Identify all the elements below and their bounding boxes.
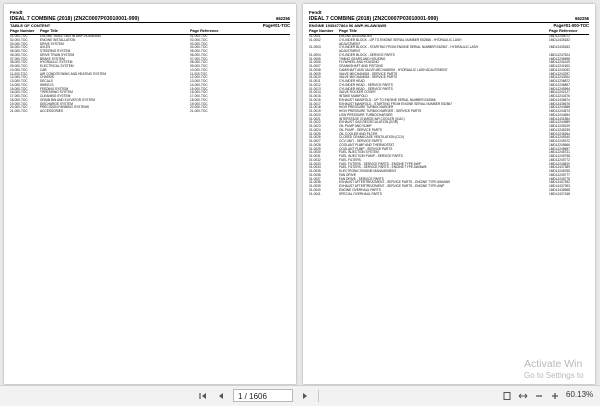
row-page-reference: 08-000-TOC: [190, 60, 208, 65]
row-page-reference: 1MDL2245340: [549, 135, 570, 140]
row-page-number: 01-0004: [309, 52, 321, 57]
row-page-number: 01-0008: [309, 67, 321, 72]
col-page-reference: Page Reference: [190, 29, 219, 33]
row-page-number: 01-0034: [309, 165, 321, 170]
row-page-reference: 13-000-TOC: [190, 79, 208, 83]
row-page-reference: 12-000-TOC: [190, 75, 208, 80]
page-reference: Page#01-000-TOC: [553, 23, 589, 28]
section-subtitle: TABLE OF CONTENT: [10, 23, 51, 28]
row-page-title: ENGINE 1935477864 96 AWP-HLAW/AW5: [40, 34, 101, 38]
row-page-number: 15-000-TOC: [10, 86, 28, 91]
row-page-title: CLEANING SYSTEM: [40, 94, 71, 98]
row-page-number: 01-0040: [309, 187, 321, 192]
row-page-reference: 1MDL2245372: [549, 139, 570, 143]
row-page-reference: 1MDL2245758: [549, 154, 570, 158]
row-page-number: 01-0025: [309, 131, 321, 136]
row-page-number: 07-000-TOC: [10, 56, 28, 61]
pdf-page-right: [303, 4, 595, 384]
row-page-title: ENGINE OVERHAUL PARTS: [339, 187, 381, 192]
row-page-title: CYLINDER BLOCK - SERVICE PARTS: [339, 52, 395, 57]
row-page-reference: 1MDL2245731: [549, 150, 570, 155]
row-page-title: AXLES: [40, 45, 51, 50]
row-page-title: CRANKSHAFT AND PISTONS: [339, 64, 383, 68]
row-page-reference: 1MDL2245072: [549, 34, 570, 38]
row-page-title: INTERSTAGE CHARGE AIR COOLER (ICAC): [339, 116, 405, 121]
row-page-number: 01-0028: [309, 142, 321, 147]
row-page-number: 01-0031: [309, 154, 321, 158]
row-page-number: 01-0024: [309, 127, 321, 132]
row-page-reference: 1MDL2245697: [549, 146, 570, 151]
zoom-level[interactable]: 60.13%: [566, 390, 594, 399]
page-subheader: [10, 23, 290, 28]
document-code: 662256: [575, 16, 589, 21]
row-page-number: 01-0007: [309, 64, 321, 68]
page-subheader: [309, 23, 589, 28]
row-page-title: ENGINE INSTALLATION: [40, 37, 76, 42]
row-page-reference: 1MDL2241619: [549, 60, 570, 65]
row-page-title: COOLANT PUMP AND THERMOSTAT: [339, 142, 395, 147]
row-page-title: EXHAUST MANIFOLD - UP TO ENGINE SERIAL NUMBER E62566: [339, 97, 436, 102]
row-page-title: FUEL FILTERS: [339, 157, 361, 162]
row-page-number: 16-000-TOC: [10, 90, 28, 95]
row-page-title: VALVE MECHANISM - SERVICE PARTS: [339, 75, 398, 80]
row-page-reference: 1MDL2242127: [549, 90, 570, 95]
row-page-title: EXHAUST GAS RECIRCULATION (EGR): [339, 120, 399, 125]
row-page-title: AIR CONDITIONING AND HEATING SYSTEM: [40, 71, 106, 76]
document-title: IDEAL 7 COMBINE (2018) (ZN2C0007P03010001-999): [10, 16, 140, 22]
row-page-number: 20-000-TOC: [10, 105, 28, 110]
row-page-title: FUEL INJECTION SYSTEM: [339, 150, 379, 155]
col-page-title: Page Title: [40, 29, 58, 33]
row-page-number: 01-0019: [309, 109, 321, 113]
row-page-reference: 02-000-TOC: [190, 37, 208, 42]
row-page-title: CAMSHAFT AND VALVE MECHANISM - HYDRAULIC LASH ADJUSTMENT: [339, 67, 448, 72]
col-page-number: Page Number: [309, 29, 334, 33]
row-page-title: DISCHARGE SYSTEM: [40, 101, 73, 106]
row-page-title: FEEDING SYSTEM: [40, 86, 69, 91]
row-page-reference: 1MDL2241500: [549, 64, 570, 68]
row-page-title: FLYWHEEL AND HOUSING: [339, 60, 380, 65]
row-page-reference: 1MDL2244588: [549, 105, 570, 110]
row-page-reference: 1MDL2245777: [549, 172, 570, 177]
viewer-toolbar: [0, 385, 600, 406]
row-page-number: 01-0017: [309, 101, 321, 106]
row-page-number: 01-0027: [309, 139, 321, 143]
row-page-reference: 21-000-TOC: [190, 109, 208, 113]
pdf-page-left: [4, 4, 296, 384]
row-page-number: 09-000-TOC: [10, 64, 28, 68]
row-page-number: 05-000-TOC: [10, 49, 28, 53]
page-brand: Fendt: [309, 10, 322, 15]
row-page-title: FUEL FILTERS - SERVICE PARTS - ENGINE TYPE AW/AW5: [339, 165, 427, 170]
row-page-reference: 17-000-TOC: [190, 94, 208, 98]
col-page-reference: Page Reference: [549, 29, 578, 33]
row-page-number: 01-0016: [309, 97, 321, 102]
row-page-title: STEERING SYSTEM: [40, 49, 71, 53]
row-page-reference: 1MDL2244989: [549, 120, 570, 125]
row-page-number: 01-0015: [309, 94, 321, 98]
row-page-number: 01-0013: [309, 86, 321, 91]
row-page-reference: 1MDL2245235: [549, 127, 570, 132]
row-page-reference: 15-000-TOC: [190, 86, 208, 91]
row-page-reference: 1MDL2243297: [549, 71, 570, 76]
row-page-reference: 1MDL2244694: [549, 112, 570, 117]
row-page-number: 17-000-TOC: [10, 94, 28, 98]
row-page-reference: 1MDL2437393: [549, 184, 570, 188]
row-page-title: FUEL FILTERS - SERVICE PARTS - ENGINE TYPE AWP: [339, 161, 421, 166]
row-page-title: DRIVE TRAIN SYSTEM: [40, 52, 75, 57]
row-page-title: ELECTRONIC ENGINE MANAGEMENT: [339, 169, 397, 173]
row-page-number: 01-0037: [309, 176, 321, 181]
row-page-reference: 11-000-TOC: [190, 71, 208, 76]
watermark-line-1: Activate Win: [524, 358, 583, 370]
row-page-number: 01-0018: [309, 105, 321, 110]
row-page-reference: 14-000-TOC: [190, 82, 208, 87]
row-page-reference: 1MDL2246765: [549, 169, 570, 173]
row-page-title: DRIVE SYSTEM: [40, 41, 64, 46]
row-page-number: 21-000-TOC: [10, 109, 28, 113]
row-page-reference: 03-000-TOC: [190, 41, 208, 46]
row-page-title: VALVE MECHANISM - SERVICE PARTS: [339, 71, 398, 76]
row-page-reference: 1MDL2247524: [549, 52, 570, 57]
row-page-title: VALVE ROCKER COVER: [339, 90, 376, 95]
row-page-reference: 1MDL2243302: [549, 75, 570, 80]
row-page-number: 01-0023: [309, 124, 321, 128]
row-page-title: FAN DRIVE: [339, 172, 356, 177]
previous-page-icon[interactable]: [214, 389, 228, 403]
toc-row[interactable]: [309, 193, 589, 197]
row-page-reference: 1MDL2436675: [549, 101, 570, 106]
row-page-title: ADJUSTMENT: [339, 49, 361, 53]
row-page-title: EXHAUST MANIFOLD - STARTING FROM ENGINE SERIAL NUMBER E62567: [339, 101, 453, 106]
row-page-reference: 1MDL2436674: [549, 97, 570, 102]
row-page-number: 01-0036: [309, 172, 321, 177]
row-page-title: CYLINDER HEAD: [339, 79, 365, 83]
row-page-number: 01-0012: [309, 82, 321, 87]
row-page-number: 01-0011: [309, 79, 321, 83]
page-brand: Fendt: [10, 10, 23, 15]
row-page-reference: 1MDL2437168: [549, 191, 570, 196]
col-page-title: Page Title: [339, 29, 357, 33]
row-page-reference: 1MDL2245994: [549, 86, 570, 91]
row-page-reference: 01-000-TOC: [190, 34, 208, 38]
row-page-number: 19-000-TOC: [10, 101, 28, 106]
row-page-reference: 09-000-TOC: [190, 64, 208, 68]
row-page-reference: 04-000-TOC: [190, 45, 208, 50]
toc-row[interactable]: [10, 110, 290, 114]
row-page-number: 01-0032: [309, 157, 321, 162]
row-page-reference: 1MDL2236598: [549, 56, 570, 61]
row-page-reference: 10-000-TOC: [190, 67, 208, 72]
row-page-reference: 1MDL2437392: [549, 180, 570, 185]
row-page-number: 01-0026: [309, 135, 321, 140]
section-subtitle: ENGINE 1935477864 96 AWP-HLAW/AW5: [309, 23, 387, 28]
row-page-reference: 1MDL2245778: [549, 176, 570, 181]
row-page-title: ADJUSTMENT: [339, 41, 361, 46]
row-page-title: FAN DRIVE - SERVICE PARTS: [339, 176, 384, 181]
page-reference: Page#01-TOC: [262, 23, 290, 28]
toc-list: [10, 35, 290, 114]
row-page-reference: 1MDL2243032: [549, 67, 570, 72]
row-page-number: 01-0030: [309, 150, 321, 155]
row-page-title: PRECISION FARMING SYSTEMS: [40, 105, 90, 110]
activation-watermark: [524, 358, 584, 382]
col-page-number: Page Number: [10, 29, 35, 33]
row-page-title: WHEELS: [40, 82, 54, 87]
row-page-title: HYDRAULIC SYSTEM: [40, 60, 73, 65]
row-page-number: 01-0003: [309, 45, 321, 50]
row-page-number: 01-0033: [309, 161, 321, 166]
row-page-title: CHASSIS: [40, 75, 54, 80]
row-page-title: OIL PUMP AND SUMP: [339, 124, 372, 128]
row-page-number: 01-0021: [309, 116, 321, 121]
row-page-number: 01-0038: [309, 180, 321, 185]
row-page-number: 01-000-TOC: [10, 34, 28, 38]
row-page-title: CAB: [40, 67, 47, 72]
row-page-title: OIL COOLER AND FILTER: [339, 131, 378, 136]
row-page-number: 12-000-TOC: [10, 75, 28, 80]
row-page-title: CYLINDER BLOCK - STARTING FROM ENGINE SERIAL NUMBER E62567 - HYDRAULIC LASH: [339, 45, 478, 50]
row-page-reference: 19-000-TOC: [190, 101, 208, 106]
row-page-number: 01-0020: [309, 112, 321, 117]
row-page-title: ELECTRICAL SYSTEM: [40, 64, 74, 68]
row-page-reference: 1MDL2245772: [549, 157, 570, 162]
row-page-reference: 1MDL2245666: [549, 142, 570, 147]
row-page-reference: 1MDL2243376: [549, 94, 570, 98]
row-page-number: 01-0014: [309, 90, 321, 95]
row-page-number: 01-0029: [309, 146, 321, 151]
zoom-in-icon[interactable]: [548, 389, 562, 403]
row-page-title: EXHAUST AFTERTREATMENT - SERVICE PARTS - ENGINE TYPE AW/AW5: [339, 180, 450, 185]
row-page-reference: 1MDL2244573: [549, 109, 570, 113]
row-page-reference: 1MDL2245264: [549, 131, 570, 136]
row-page-title: DECALS: [40, 79, 53, 83]
row-page-number: 01-0041: [309, 191, 321, 196]
row-page-reference: 1MDL2431854: [549, 116, 570, 121]
row-page-reference: 1MDL2245810: [549, 161, 570, 166]
row-page-number: 18-000-TOC: [10, 97, 28, 102]
row-page-number: 14-000-TOC: [10, 82, 28, 87]
row-page-title: HIGH PRESSURE TURBOCHARGER: [339, 105, 394, 110]
row-page-title: CLOSED CRANKCASE VENTILATION (CCV): [339, 135, 405, 140]
row-page-title: CYLINDER HEAD - SERVICE PARTS: [339, 82, 393, 87]
row-page-reference: 16-000-TOC: [190, 90, 208, 95]
row-page-number: 11-000-TOC: [10, 71, 28, 76]
row-page-number: 01-0006: [309, 60, 321, 65]
row-page-number: 06-000-TOC: [10, 52, 28, 57]
row-page-number: 01-0009: [309, 71, 321, 76]
row-page-reference: 1MDL2435182: [549, 37, 570, 42]
row-page-title: LOW PRESSURE TURBOCHARGER: [339, 112, 393, 117]
row-page-reference: 1MDL2245229: [549, 124, 570, 128]
row-page-title: BRAKE SYSTEM: [40, 56, 65, 61]
row-page-reference: 1MDL2436968: [549, 187, 570, 192]
row-page-number: 01-0005: [309, 56, 321, 61]
row-page-number: 01-0010: [309, 75, 321, 80]
row-page-reference: 05-000-TOC: [190, 49, 208, 53]
row-page-number: 10-000-TOC: [10, 67, 28, 72]
row-page-title: EXHAUST AFTERTREATMENT - SERVICE PARTS - ENGINE TYPE AWP: [339, 184, 445, 188]
row-page-reference: 18-000-TOC: [190, 97, 208, 102]
row-page-title: ENGINE ASSEMBLIES: [339, 34, 373, 38]
row-page-number: 08-000-TOC: [10, 60, 28, 65]
row-page-reference: 1MDL2435183: [549, 45, 570, 50]
row-page-number: 01-0039: [309, 184, 321, 188]
next-page-icon[interactable]: [298, 389, 312, 403]
page-number-input[interactable]: 1 / 1606: [233, 389, 293, 402]
row-page-reference: 1MDL2236872: [549, 79, 570, 83]
row-page-reference: 1MDL2437389: [549, 165, 570, 170]
row-page-title: COOLANT PUMP - SERVICE PARTS: [339, 146, 393, 151]
row-page-number: 01-0001: [309, 34, 321, 38]
toolbar-separator: [318, 390, 319, 402]
fit-width-icon[interactable]: [516, 389, 530, 403]
document-title: IDEAL 7 COMBINE (2018) (ZN2C0007P03010001-999): [309, 16, 439, 22]
row-page-title: SPECIAL OVERHAUL PARTS: [339, 191, 382, 196]
zoom-out-icon[interactable]: [532, 389, 546, 403]
row-page-title: HIGH PRESSURE TURBOCHARGER - SERVICE PARTS: [339, 109, 422, 113]
row-page-title: CYLINDER HEAD - SERVICE PARTS: [339, 86, 393, 91]
row-page-number: 03-000-TOC: [10, 41, 28, 46]
row-page-title: FUEL INJECTION PUMP - SERVICE PARTS: [339, 154, 403, 158]
row-page-number: 01-0002: [309, 37, 321, 42]
row-page-title: GRAIN BIN AND ELEVATOR SYSTEM: [40, 97, 96, 102]
watermark-line-2: Go to Settings to: [524, 371, 584, 380]
row-page-number: 01-0035: [309, 169, 321, 173]
row-page-number: 02-000-TOC: [10, 37, 28, 42]
row-page-reference: 07-000-TOC: [190, 56, 208, 61]
fit-page-icon[interactable]: [500, 389, 514, 403]
row-page-title: TIMING GEARS AND HOUSING: [339, 56, 386, 61]
first-page-icon[interactable]: [196, 389, 210, 403]
row-page-reference: 06-000-TOC: [190, 52, 208, 57]
row-page-number: 04-000-TOC: [10, 45, 28, 50]
row-page-reference: 1MDL2236897: [549, 82, 570, 87]
document-code: 662256: [276, 16, 290, 21]
row-page-title: INTAKE MANIFOLD: [339, 94, 368, 98]
row-page-title: CCV UNIT - SERVICE PARTS: [339, 139, 382, 143]
row-page-title: ACCESSORIES: [40, 109, 64, 113]
row-page-number: 01-0022: [309, 120, 321, 125]
toc-list: [309, 35, 589, 196]
row-page-title: OIL PUMP - SERVICE PARTS: [339, 127, 383, 132]
row-page-number: 13-000-TOC: [10, 79, 28, 83]
row-page-title: THRESHING SYSTEM: [40, 90, 73, 95]
row-page-title: CYLINDER BLOCK - UP TO ENGINE SERIAL NUMBER E62566 - HYDRAULIC LASH: [339, 37, 462, 42]
row-page-reference: 20-000-TOC: [190, 105, 208, 110]
